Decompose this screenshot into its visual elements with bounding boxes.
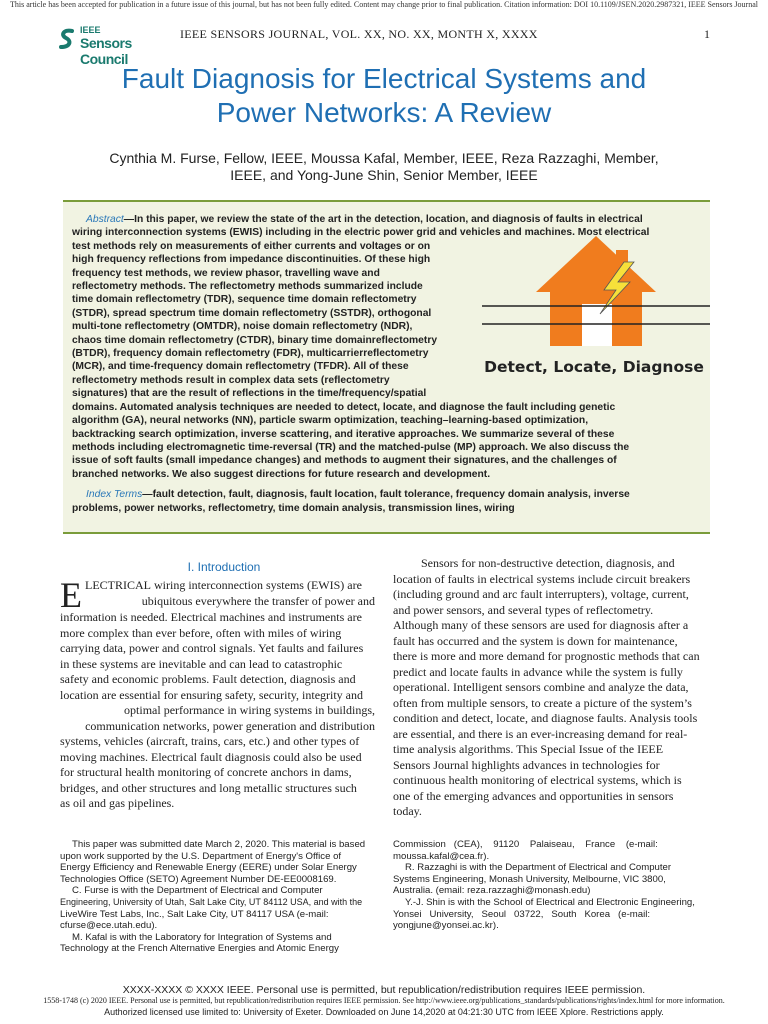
drop-cap: E xyxy=(60,575,82,615)
paragraph-line: for structural health monitoring of concrete anchors in dams, xyxy=(60,765,352,779)
paragraph-line: location of faults in electrical systems include circuit breakers xyxy=(393,571,691,586)
section-heading: I. Introduction xyxy=(187,560,261,574)
footnote-line: This paper was submitted date March 2, 2020. This material is based xyxy=(72,839,366,850)
sensors-council-logo xyxy=(58,24,176,67)
paragraph-line: Sensors for non-destructive detection, diagnosis, and xyxy=(421,556,675,570)
abstract-line: reflectometry methods result in complex data sets (reflectometry xyxy=(72,374,390,386)
paragraph-line: often from multiple sensors, to create a picture of the system’s xyxy=(393,695,692,710)
footnote-line: R. Razzaghi is with the Department of Electrical and Computer xyxy=(405,862,672,874)
acceptance-notice: This article has been accepted for publication in a future issue of this journal, but has not been fully edited. Content may change prior to final publication. Citation information: DOI 10.1109/JSEN.2020.2987321, IEEE Sensors Journal xyxy=(10,0,758,9)
index-terms-line: problems, power networks, reflectometry, time domain analysis, transmission lines, wiring xyxy=(72,502,515,514)
paragraph-line: are essential, and there is an ever-increasing demand for real- xyxy=(393,726,688,741)
title-line: Fault Diagnosis for Electrical Systems and xyxy=(121,63,647,94)
abstract-line: algorithm (GA), neural networks (NN), particle swarm optimization, teaching–learning-based optimization, xyxy=(72,415,589,427)
abstract-line: multi-tone reflectometry (OMTDR), noise domain reflectometry (NDR), xyxy=(72,321,413,333)
abstract-line: frequency test methods, we review phasor, travelling wave and xyxy=(72,267,380,279)
abstract-line: branched networks. We also suggest directions for future research and development. xyxy=(72,468,491,480)
footnote-line: C. Furse is with the Department of Electrical and Computer xyxy=(72,885,323,897)
footnote-line: Technology at the French Alternative Energies and Atomic Energy xyxy=(60,943,339,955)
abstract-line: time domain reflectometry (TDR), sequence time domain reflectometry xyxy=(72,294,417,306)
paper-title xyxy=(60,62,708,130)
footnote-line: yongjune@yonsei.ac.kr). xyxy=(393,920,499,932)
page-number: 1 xyxy=(704,27,710,41)
logo-sensors-council-text: Sensors Council xyxy=(80,35,132,67)
graphic-caption: Detect, Locate, Diagnose xyxy=(484,358,704,376)
rights-line: 1558-1748 (c) 2020 IEEE. Personal use is permitted, but republication/redistribution requires IEEE permission. See http://www.ieee.org/publications_standards/publications/rights/index.html for more information. xyxy=(43,996,725,1005)
footnote-line: Yonsei University, Seoul 03722, South Korea (e-mail: xyxy=(393,908,651,920)
paragraph-line: Although many of these sensors are used for diagnosis after a xyxy=(393,618,689,632)
logo-mark-icon xyxy=(58,28,76,50)
abstract-line: Abstract—In this paper, we review the state of the art in the detection, location, and diagnosis of faults in electrical xyxy=(86,214,643,225)
intro-left-column xyxy=(60,575,375,812)
paragraph-line: location are essential for ensuring safety, security, integrity and xyxy=(60,687,364,702)
paragraph-line: safety and economic problems. Fault detection, diagnosis and xyxy=(60,672,356,686)
footnote-line: Y.-J. Shin is with the School of Electrical and Electronic Engineering, xyxy=(405,896,695,908)
index-terms-line: Index Terms—fault detection, fault, diagnosis, fault location, fault tolerance, frequency domain analysis, inverse xyxy=(86,489,630,501)
paragraph-line: LECTRICAL wiring interconnection systems (EWIS) are xyxy=(85,578,362,592)
paragraph-line: today. xyxy=(393,804,422,818)
footnote-right xyxy=(393,839,709,932)
paragraph-line: carrying data, power and control signals. Yet faults and failures xyxy=(60,641,364,655)
footnote-line: LiveWire Test Labs, Inc., Salt Lake City, UT 84117 USA (e-mail: xyxy=(60,908,329,920)
paragraph-line: continuous health monitoring of electrical systems, which is xyxy=(393,773,682,787)
footnote-line: upon work supported by the U.S. Department of Energy's Office of xyxy=(60,850,342,862)
paragraph-line: fault has occurred and the system is down for maintenance, xyxy=(393,633,678,648)
footnote-line: moussa.kafal@cea.fr). xyxy=(393,850,490,862)
abstract-line: high frequency reflections from impedance discontinuities. Of these high xyxy=(72,254,431,266)
paragraph-line: systems, vehicles (aircraft, trains, cars, etc.) and other types of xyxy=(60,734,360,748)
authors-line: Cynthia M. Furse, Fellow, IEEE, Moussa Kafal, Member, IEEE, Reza Razzaghi, Member, xyxy=(109,150,659,166)
footnote-line: cfurse@ece.utah.edu). xyxy=(60,920,158,932)
abstract-line: signatures) that are the result of reflections in the time/frequency/spatial xyxy=(72,388,427,400)
logo-ieee-text: IEEE xyxy=(80,25,101,35)
paragraph-line: operational. Intelligent sensors combine and analyze the data, xyxy=(393,680,689,694)
paragraph-line: bridges, and other structures and long metallic structures such xyxy=(60,780,357,795)
paragraph-line: as oil and gas pipelines. xyxy=(60,796,175,810)
footnote-line: Australia. (email: reza.razzaghi@monash.edu) xyxy=(393,885,591,897)
paragraph-line: there is more and more demand for prognostic methods that can xyxy=(393,649,700,663)
footnote-line: M. Kafal is with the Laboratory for Integration of Systems and xyxy=(72,931,332,943)
intro-right-column xyxy=(393,556,709,820)
paragraph-line: condition and detect, locate, and diagnose faults. Analysis tools xyxy=(393,711,698,725)
footnote-left xyxy=(60,839,375,955)
abstract-line: (STDR), spread spectrum time domain reflectometry (SSTDR), orthogonal xyxy=(72,307,432,319)
abstract-line: wiring interconnection systems (EWIS) including in the electric power grid and vehicles and machines. Most electrical xyxy=(72,227,650,239)
abstract-line: (MCR), and time-frequency domain reflectometry (TFDR). All of these xyxy=(72,361,409,373)
index-terms-label: Index Terms xyxy=(86,489,143,501)
paragraph-line: communication networks, power generation and distribution xyxy=(85,718,375,733)
paragraph-line: predict and locate faults in advance while the system is fully xyxy=(393,664,683,679)
paragraph-line: Sensors Journal highlights advances in technologies for xyxy=(393,757,660,772)
abstract-line: test methods rely on measurements of either currents and voltages or on xyxy=(72,240,431,252)
title-line: Power Networks: A Review xyxy=(216,97,552,128)
copyright-line: XXXX-XXXX © XXXX IEEE. Personal use is permitted, but republication/redistribution requires IEEE permission. xyxy=(122,984,646,996)
footnote-line: Commission (CEA), 91120 Palaiseau, France (e-mail: xyxy=(393,839,658,850)
journal-header: IEEE SENSORS JOURNAL, VOL. XX, NO. XX, MONTH X, XXXX xyxy=(180,27,538,41)
paragraph-line: (including ground and arc fault interrupters), voltage, current, xyxy=(393,587,689,601)
footnote-line: Energy Efficiency and Renewable Energy (EERE) under Solar Energy xyxy=(60,862,357,874)
license-line: Authorized licensed use limited to: University of Exeter. Downloaded on June 14,2020 at 04:21:30 UTC from IEEE Xplore. Restrictions apply. xyxy=(104,1007,664,1017)
paragraph-line: information is needed. Electrical machines and instruments are xyxy=(60,610,362,624)
footnote-line: Technologies Office (SETO) Agreement Number DE-EE0008169. xyxy=(60,873,337,885)
paragraph-line: optimal performance in wiring systems in buildings, xyxy=(124,703,375,717)
abstract-label: Abstract xyxy=(86,214,124,225)
paragraph-line: ubiquitous everywhere the transfer of power and xyxy=(141,593,375,608)
house-fault-icon xyxy=(478,228,710,386)
author-list xyxy=(80,150,688,184)
abstract-line: backtracking search optimization, inverse scattering, and iterative approaches. We summarize several of these xyxy=(72,428,615,440)
paragraph-line: time analysis algorithms. This Special Issue of the IEEE xyxy=(393,742,664,756)
abstract-line: chaos time domain reflectometry (CTDR), binary time domainreflectometry xyxy=(72,334,438,346)
abstract-line: domains. Automated analysis techniques are needed to detect, locate, and diagnose the fault including genetic xyxy=(72,401,616,413)
authors-line: IEEE, and Yong-June Shin, Senior Member, IEEE xyxy=(230,167,538,183)
paragraph-line: one of the emerging advances and opportunities in sensors xyxy=(393,788,674,803)
footnote-line: Systems Engineering, Monash University, Melbourne, VIC 3800, xyxy=(393,873,666,885)
paragraph-line: and power sensors, and several types of reflectometry. xyxy=(393,602,654,617)
abstract-line: reflectometry methods. The reflectometry methods summarized include xyxy=(72,281,423,293)
graphical-abstract xyxy=(478,228,710,386)
abstract-line: (BTDR), frequency domain reflectometry (FDR), multicarrierreflectometry xyxy=(72,348,429,360)
paragraph-line: in these systems are inevitable and can lead to catastrophic xyxy=(60,656,343,671)
abstract-line: methods including electromagnetic time-reversal (TR) and the matched-pulse (MP) approach. We also discuss the xyxy=(72,441,630,453)
footnote-line: Engineering, University of Utah, Salt Lake City, UT 84112 USA, and with the xyxy=(60,896,363,907)
abstract-line: issue of soft faults (small impedance changes) and methods to augment their signatures, and the challenges of xyxy=(72,455,617,467)
paragraph-line: moving machines. Electrical fault diagnosis could also be used xyxy=(60,749,362,764)
paragraph-line: more complex than ever before, often with miles of wiring xyxy=(60,625,342,640)
